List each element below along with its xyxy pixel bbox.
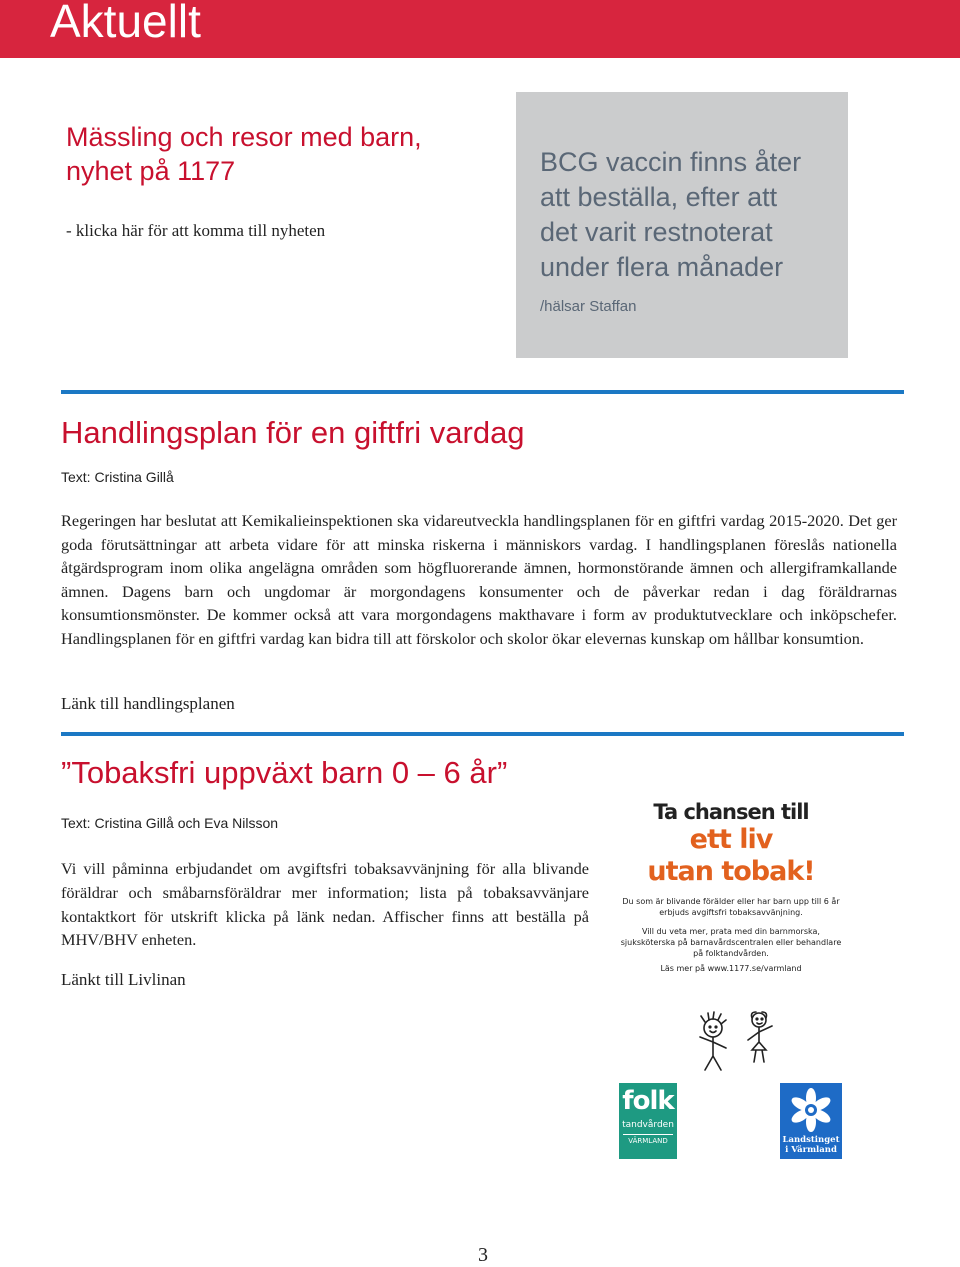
page-title: Aktuellt (50, 0, 201, 47)
section-divider (61, 732, 904, 736)
news-item-measles (66, 120, 486, 241)
article-body: Regeringen har beslutat att Kemikalieinspektionen ska vidareutveckla handlingsplanen för en giftfri vardag 2015-2020. Det ger goda förutsättningar att arbeta vidare för att minska riskerna i människors vardag. I handlingsplanen föreslås nationella åtgärdsprogram inom olika angelägna områden som högfluorerande ämnen, hormonstörande ämnen och allergiframkallande ämnen. Dagens barn och ungdomar är morgondagens konsumenter och de påverkar redan i dag föräldrarnas konsumtionsmönster. De kommer också att vara morgondagens makthavare i form av produktutvecklare och inköpschefer. Handlingsplanen för en giftfri vardag kan bidra till att förskolor och skolor ökar elevernas kunskap om hållbar konsumtion. (61, 511, 897, 648)
article-body: Vi vill påminna erbjudandet om avgiftsfri tobaksavvänjning för alla blivande föräldrar och småbarnsföräldrar mer information; lista på tobaksavvänjare kontaktkort för utskrift klicka på länk nedan. Affischer finns att beställa på MHV/BHV enheten. (61, 859, 589, 950)
handlingsplan-link[interactable]: Länk till handlingsplanen (61, 694, 235, 713)
poster-text-2: Vill du veta mer, prata med din barnmorska, sjuksköterska på barnavårdscentralen eller behandlare på folktandvården. (620, 927, 842, 958)
livlinan-link[interactable]: Länkt till Livlinan (61, 970, 186, 989)
section-divider (61, 390, 904, 394)
page-number: 3 (478, 1244, 488, 1266)
poster-line-2: ett liv (689, 824, 773, 855)
news-box-signature: /hälsar Staffan (540, 298, 637, 315)
landstinget-logo: Landstinget i Värmland (780, 1083, 842, 1159)
article-title: Handlingsplan för en giftfri vardag (61, 415, 525, 450)
news-box-bcg (516, 92, 848, 358)
tobacco-poster (618, 800, 844, 976)
news-title: Mässling och resor med barn, nyhet på 1177 (66, 122, 422, 186)
article-byline: Text: Cristina Gillå (61, 469, 174, 485)
article-title: ”Tobaksfri uppväxt barn 0 – 6 år” (61, 755, 508, 790)
poster-text-1: Du som är blivande förälder eller har barn upp till 6 år erbjuds avgiftsfri tobaksavvänjning. (622, 897, 840, 917)
children-drawing-icon (680, 1010, 790, 1080)
flower-icon (780, 1083, 842, 1135)
article-byline: Text: Cristina Gillå och Eva Nilsson (61, 815, 279, 831)
poster-line-1: Ta chansen till (653, 800, 809, 824)
folktandvarden-logo: folk tandvården VÄRMLAND (619, 1083, 677, 1159)
header-banner (0, 0, 960, 58)
poster-more-link: Läs mer på www.1177.se/varmland (660, 964, 802, 973)
news-link[interactable]: - klicka här för att komma till nyheten (66, 221, 326, 240)
news-box-title: BCG vaccin finns åter att beställa, efter att det varit restnoterat under flera månader (540, 147, 802, 282)
poster-line-3: utan tobak! (647, 856, 815, 887)
